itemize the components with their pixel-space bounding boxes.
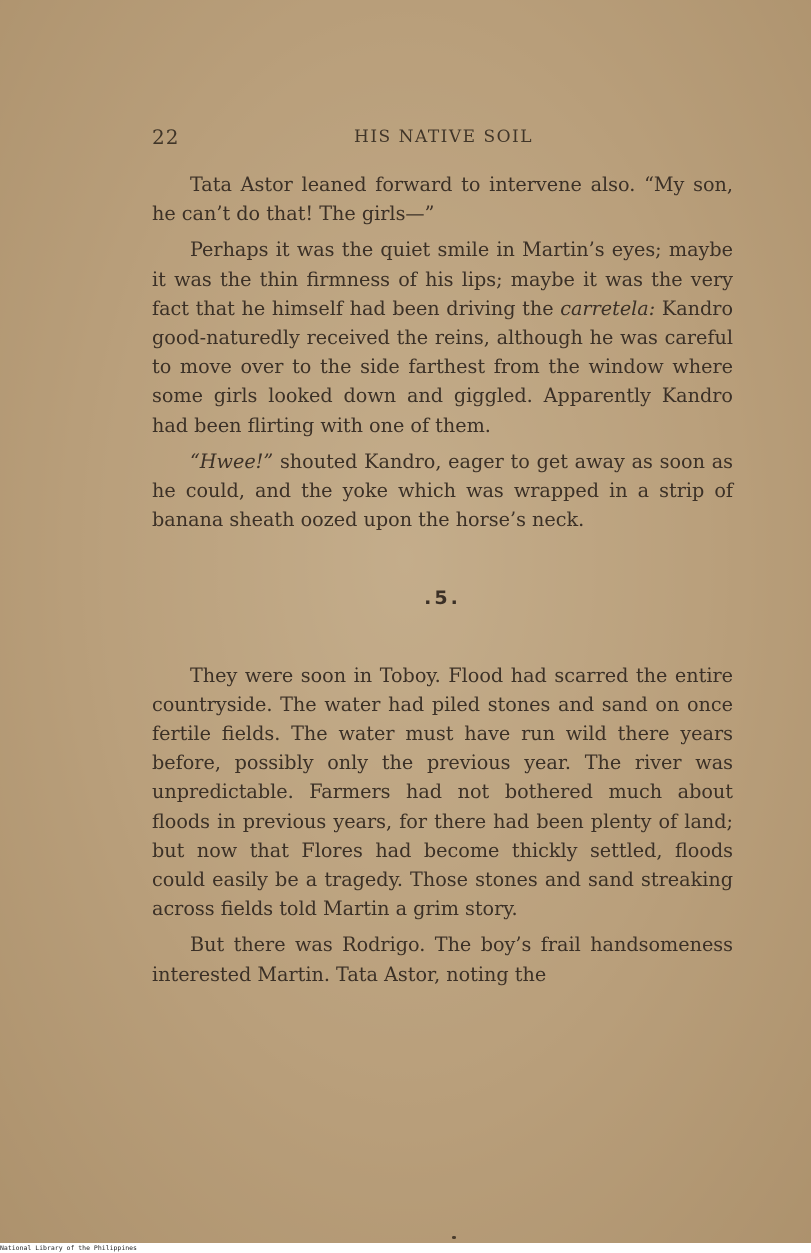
paragraph-4: They were soon in Toboy. Flood had scarred the entire countryside. The water had piled stones and sand on once fertile fields. The water must have run wild there years before, possibly only the previous year. The river was unpredictable. Farmers had not bothered much about floods in previous years, for there had been plenty of land; but now that Flores had become thickly settled, floods could easily be a tragedy. Those stones and sand streaking across fields told Martin a grim story. (152, 663, 733, 921)
paragraph-2-text-after: Kandro good-naturedly received the reins, although he was careful to move over to the side farthest from the window where some girls looked down and giggled. Apparently Kandro had been flirting with one of them. (152, 296, 733, 437)
paragraph-5: But there was Rodrigo. The boy’s frail handsomeness interested Martin. Tata Astor, noting the (152, 933, 733, 986)
running-head: HIS NATIVE SOIL (354, 127, 534, 147)
page-number: 22 (152, 125, 180, 149)
section-number: .5. (424, 587, 461, 610)
page-text (152, 170, 733, 989)
paragraph-3-text-after: shouted Kandro, eager to get away as soon as he could, and the yoke which was wrapped in a strip of banana sheath oozed upon the horse’s neck. (152, 449, 733, 532)
library-credit: National Library of the Philippines (0, 1244, 137, 1252)
ink-speck (452, 1236, 456, 1239)
paragraph-2-text-before: Perhaps it was the quiet smile in Martin’s eyes; maybe it was the thin firmness of his lips; maybe it was the very fact that he himself had been driving the (152, 238, 733, 320)
paragraph-2-italic: carretela: (560, 296, 656, 320)
paragraph-2 (152, 235, 733, 439)
page-header (152, 125, 740, 151)
paragraph-3-italic: “Hwee!” (190, 449, 274, 473)
paragraph-3 (152, 447, 733, 535)
footer-bar (0, 1243, 811, 1253)
paragraph-1: Tata Astor leaned forward to intervene also. “My son, he can’t do that! The girls—” (152, 173, 733, 226)
